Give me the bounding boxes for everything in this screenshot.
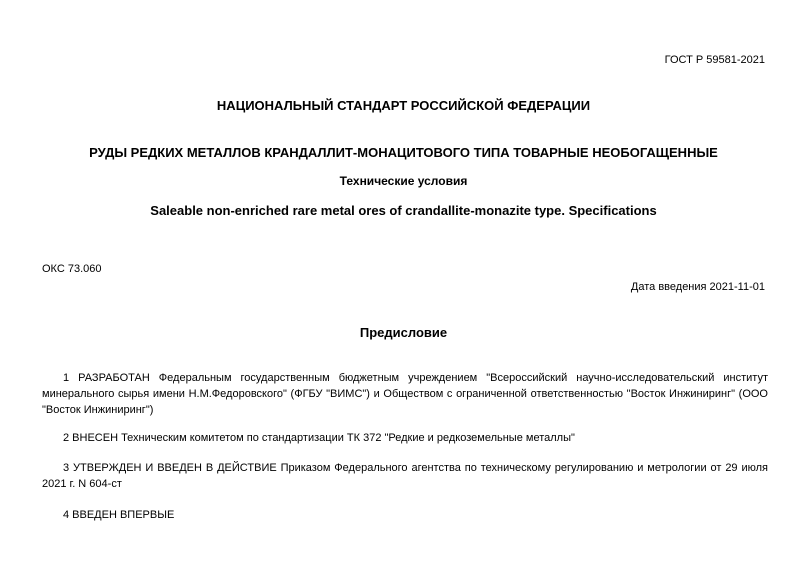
foreword-paragraph-1 xyxy=(42,370,768,418)
foreword-paragraph-3 xyxy=(42,460,768,492)
paragraph-3-line-2: 2021 г. N 604-ст xyxy=(42,478,122,490)
gost-code: ГОСТ Р 59581-2021 xyxy=(664,54,765,66)
document-subtitle: Технические условия xyxy=(339,174,468,188)
paragraph-1-line-1: 1 РАЗРАБОТАН Федеральным государственным бюджетным учреждением "Всероссийский научно-исследовательский институт xyxy=(63,372,768,384)
national-standard-title: НАЦИОНАЛЬНЫЙ СТАНДАРТ РОССИЙСКОЙ ФЕДЕРАЦИИ xyxy=(216,98,591,113)
oks-code: ОКС 73.060 xyxy=(42,263,102,275)
foreword-heading: Предисловие xyxy=(359,325,448,340)
foreword-paragraph-2 xyxy=(42,430,768,446)
paragraph-2-line-1: 2 ВНЕСЕН Техническим комитетом по стандартизации ТК 372 "Редкие и редкоземельные металлы" xyxy=(63,432,575,444)
document-title: РУДЫ РЕДКИХ МЕТАЛЛОВ КРАНДАЛЛИТ-МОНАЦИТОВОГО ТИПА ТОВАРНЫЕ НЕОБОГАЩЕННЫЕ xyxy=(89,145,718,160)
paragraph-4-line-1: 4 ВВЕДЕН ВПЕРВЫЕ xyxy=(63,509,175,521)
paragraph-1-line-2: минерального сырья имени Н.М.Федоровского" (ФГБУ "ВИМС") и Обществом с ограниченной ответственностью "Восток Инжиниринг" (ООО xyxy=(42,388,768,400)
paragraph-3-line-1: 3 УТВЕРЖДЕН И ВВЕДЕН В ДЕЙСТВИЕ Приказом Федерального агентства по техническому регулированию и метрологии от 29 июля xyxy=(63,462,768,474)
paragraph-1-line-3: "Восток Инжиниринг") xyxy=(42,404,154,416)
introduction-date: Дата введения 2021-11-01 xyxy=(630,281,765,293)
foreword-paragraph-4 xyxy=(42,507,768,523)
english-title: Saleable non-enriched rare metal ores of crandallite-monazite type. Specifications xyxy=(150,203,657,218)
